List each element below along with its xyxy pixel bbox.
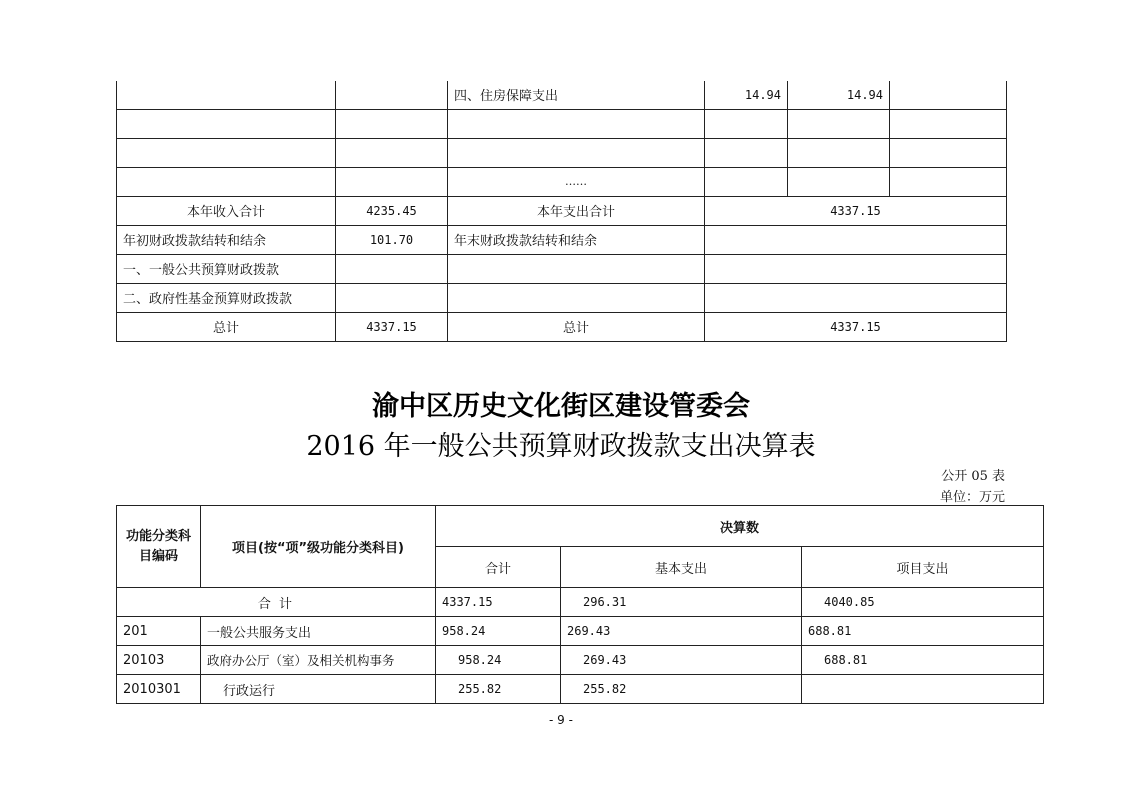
- row-project: 688.81: [802, 646, 1044, 675]
- grand-total-right-label: 总计: [448, 312, 705, 341]
- grand-total-right-value: 4337.15: [705, 312, 1007, 341]
- page-number: - 9 -: [549, 713, 573, 727]
- ellipsis: ……: [448, 167, 705, 196]
- unit-note: 单位：万元: [939, 490, 1005, 505]
- row-project: 4040.85: [802, 588, 1044, 617]
- row-name: 行政运行: [201, 675, 436, 704]
- row-total: 4337.15: [436, 588, 561, 617]
- header-item: 项目(按“项”级功能分类科目): [201, 506, 436, 588]
- table-row: [117, 312, 1007, 341]
- income-total-label: 本年收入合计: [117, 196, 336, 225]
- housing-expense-value: 14.94: [705, 81, 788, 109]
- row-basic: 255.82: [561, 675, 802, 704]
- carryover-end-label: 年末财政拨款结转和结余: [448, 225, 705, 254]
- table-row: [117, 617, 1044, 646]
- row-name: 合 计: [117, 588, 436, 617]
- housing-expense-label: 四、住房保障支出: [448, 81, 705, 109]
- carryover-begin-value: 101.70: [336, 225, 448, 254]
- row-name: 一般公共服务支出: [201, 617, 436, 646]
- housing-expense-value-2: 14.94: [788, 81, 890, 109]
- header-row: [117, 506, 1044, 547]
- carryover-begin-label: 年初财政拨款结转和结余: [117, 225, 336, 254]
- row-total: 958.24: [436, 617, 561, 646]
- table-row: [117, 167, 1007, 196]
- table-row: [117, 109, 1007, 138]
- header-project: 项目支出: [802, 547, 1044, 588]
- table-row: [117, 646, 1044, 675]
- table-row: [117, 81, 1007, 109]
- row-basic: 269.43: [561, 617, 802, 646]
- income-total-value: 4235.45: [336, 196, 448, 225]
- grand-total-left-label: 总计: [117, 312, 336, 341]
- row-project: [802, 675, 1044, 704]
- form-number: 公开 05 表: [941, 469, 1005, 484]
- row-total: 255.82: [436, 675, 561, 704]
- header-total: 合计: [436, 547, 561, 588]
- row-basic: 296.31: [561, 588, 802, 617]
- table-row: [117, 675, 1044, 704]
- expense-total-label: 本年支出合计: [448, 196, 705, 225]
- table-row: [117, 283, 1007, 312]
- row-code: 20103: [117, 646, 201, 675]
- table-row: [117, 196, 1007, 225]
- income-expense-summary-table: [116, 81, 1007, 342]
- expenditure-table: [116, 505, 1044, 704]
- expense-total-value: 4337.15: [705, 196, 1007, 225]
- table-row: [117, 588, 1044, 617]
- row-code: 201: [117, 617, 201, 646]
- table-row: [117, 254, 1007, 283]
- row-name: 政府办公厅（室）及相关机构事务: [201, 646, 436, 675]
- fund-budget-label: 二、政府性基金预算财政拨款: [117, 283, 336, 312]
- row-code: 2010301: [117, 675, 201, 704]
- header-code: 功能分类科目编码: [117, 506, 201, 588]
- header-final: 决算数: [436, 506, 1044, 547]
- row-total: 958.24: [436, 646, 561, 675]
- general-budget-label: 一、一般公共预算财政拨款: [117, 254, 336, 283]
- row-project: 688.81: [802, 617, 1044, 646]
- table-row: [117, 138, 1007, 167]
- grand-total-left-value: 4337.15: [336, 312, 448, 341]
- table-row: [117, 225, 1007, 254]
- row-basic: 269.43: [561, 646, 802, 675]
- header-basic: 基本支出: [561, 547, 802, 588]
- page-title: 渝中区历史文化街区建设管委会: [372, 391, 750, 422]
- page-subtitle: 2016 年一般公共预算财政拨款支出决算表: [306, 431, 816, 462]
